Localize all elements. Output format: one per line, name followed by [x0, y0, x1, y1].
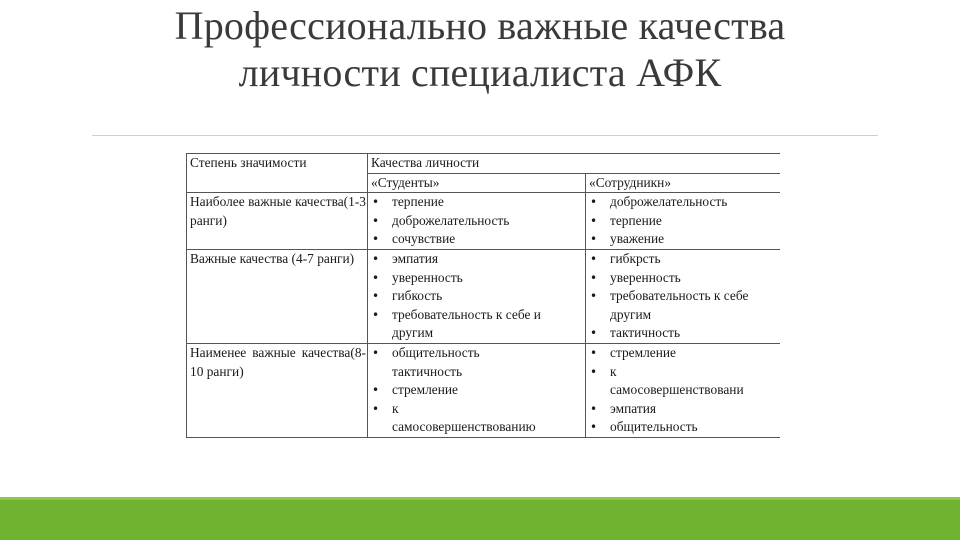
bullet-icon: • — [590, 420, 598, 435]
bullet-icon: • — [372, 195, 380, 210]
list-item: • эмпатия — [371, 250, 584, 269]
bullet-icon: • — [372, 251, 380, 266]
list-item: самосовершенствованию — [392, 419, 536, 435]
students-cell — [368, 343, 586, 437]
list-item: • общительность — [371, 344, 584, 363]
table-row — [187, 249, 781, 343]
bullet-icon: • — [590, 345, 598, 360]
list-item: • доброжелательность — [371, 212, 584, 231]
list-item: • уверенность — [371, 269, 584, 288]
list-item: • требовательность к себе и — [371, 306, 584, 325]
list-item: другим — [392, 325, 434, 341]
bullet-icon: • — [372, 270, 380, 285]
list-item: • сочувствие — [371, 230, 584, 249]
list-item: самосовершенствовани — [610, 382, 744, 398]
employees-cell — [586, 193, 781, 250]
list-item: другим — [610, 306, 652, 322]
bullet-icon: • — [590, 289, 598, 304]
list-item: • уверенность — [589, 269, 780, 288]
list-item: • требовательность к себе — [589, 287, 780, 306]
qualities-table-image — [186, 153, 780, 441]
list-item: тактичность — [392, 363, 463, 379]
bullet-icon: • — [372, 289, 380, 304]
level-cell: Важные качества (4-7 ранги) — [187, 249, 368, 343]
bullet-icon: • — [372, 307, 380, 322]
bullet-icon: • — [590, 195, 598, 210]
list-item: • к — [371, 400, 584, 419]
list-item: • доброжелательность — [589, 193, 780, 212]
bullet-icon: • — [590, 326, 598, 341]
list-item: • гибкрсть — [589, 250, 780, 269]
employees-cell — [586, 343, 781, 437]
bullet-icon: • — [372, 401, 380, 416]
list-item: • тактичность — [589, 324, 780, 343]
list-item: • общительность — [589, 418, 780, 437]
header-employees-cell: «Сотрудникн» — [586, 173, 781, 193]
bullet-icon: • — [590, 270, 598, 285]
list-item: • стремление — [589, 344, 780, 363]
slide-title — [0, 2, 960, 96]
list-item: • терпение — [589, 212, 780, 231]
header-level-cell: Степень значимости — [187, 154, 368, 193]
header-qualities-cell: Качества личности — [368, 154, 781, 174]
bullet-icon: • — [372, 232, 380, 247]
bullet-icon: • — [372, 383, 380, 398]
employees-cell — [586, 249, 781, 343]
slide-title-line-2: личности специалиста АФК — [238, 50, 722, 95]
slide-title-line-1: Профессионально важные качества — [174, 3, 786, 48]
level-cell: Наиболее важные качества(1-3 ранги) — [187, 193, 368, 250]
table-row — [187, 343, 781, 437]
list-item: • эмпатия — [589, 400, 780, 419]
bullet-icon: • — [372, 213, 380, 228]
footer-accent-edge — [0, 497, 960, 500]
students-cell — [368, 249, 586, 343]
bullet-icon: • — [590, 364, 598, 379]
bullet-icon: • — [590, 251, 598, 266]
table-row — [187, 193, 781, 250]
qualities-table — [186, 153, 780, 438]
level-cell: Наименее важные качества(8-10 ранги) — [187, 343, 368, 437]
list-item: • уважение — [589, 230, 780, 249]
list-item: • к — [589, 363, 780, 382]
list-item: • терпение — [371, 193, 584, 212]
bullet-icon: • — [372, 345, 380, 360]
students-cell — [368, 193, 586, 250]
header-students-cell: «Студенты» — [368, 173, 586, 193]
table-header-row — [187, 154, 781, 174]
bullet-icon: • — [590, 401, 598, 416]
list-item: • стремление — [371, 381, 584, 400]
bullet-icon: • — [590, 213, 598, 228]
list-item: • гибкость — [371, 287, 584, 306]
bullet-icon: • — [590, 232, 598, 247]
footer-accent-bar — [0, 497, 960, 540]
title-divider — [92, 135, 878, 136]
